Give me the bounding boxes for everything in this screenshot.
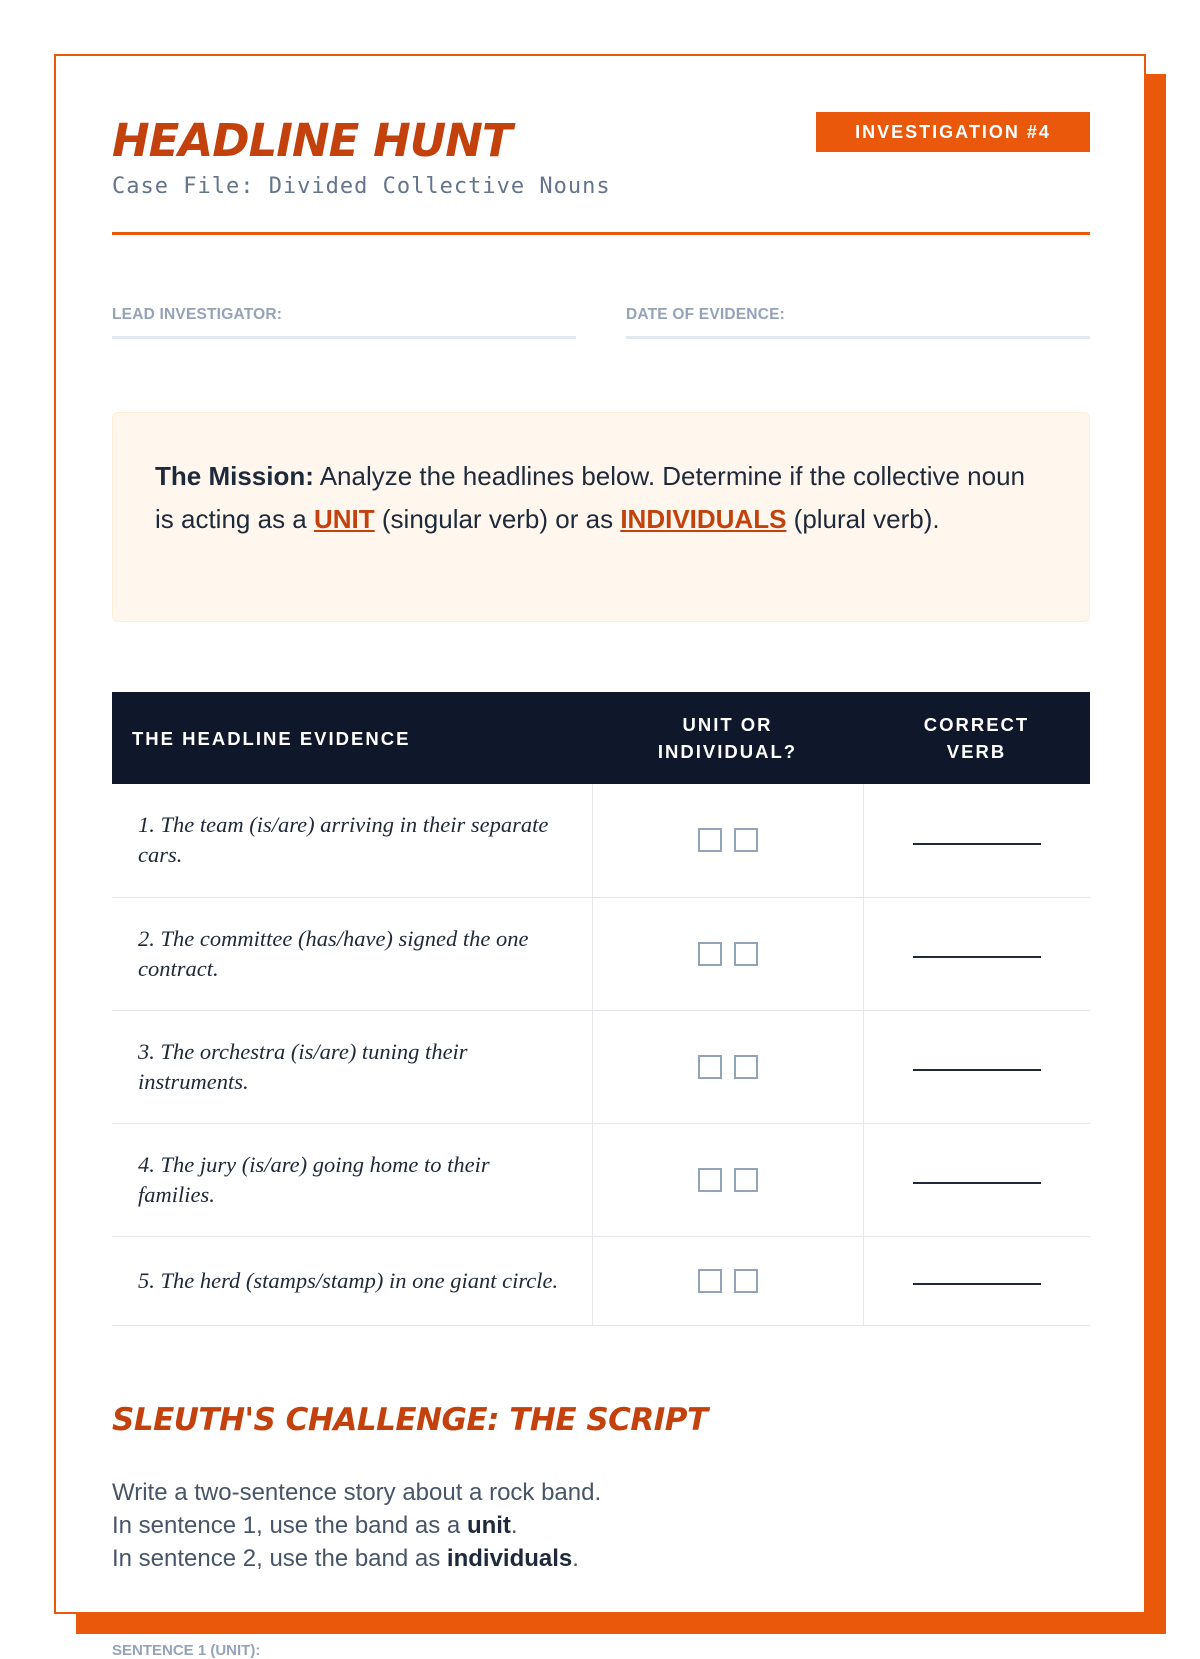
challenge-line-3 bbox=[112, 1542, 601, 1575]
date-of-evidence-label: DATE OF EVIDENCE: bbox=[626, 306, 785, 323]
correct-verb-cell bbox=[863, 897, 1090, 1010]
correct-verb-blank[interactable] bbox=[913, 1283, 1041, 1285]
table-row bbox=[112, 1236, 1090, 1325]
date-of-evidence-field[interactable] bbox=[626, 306, 1090, 339]
lead-investigator-line[interactable] bbox=[112, 336, 576, 339]
unit-individual-cell bbox=[592, 1010, 863, 1123]
table-header-row bbox=[112, 692, 1090, 784]
unit-individual-cell bbox=[592, 897, 863, 1010]
sentence-1-label: SENTENCE 1 (UNIT): bbox=[112, 1642, 261, 1659]
unit-checkbox[interactable] bbox=[698, 828, 722, 852]
investigation-badge: INVESTIGATION #4 bbox=[816, 112, 1090, 152]
unit-individual-cell bbox=[592, 784, 863, 897]
challenge-title: SLEUTH'S CHALLENGE: THE SCRIPT bbox=[112, 1402, 708, 1438]
lead-investigator-label: LEAD INVESTIGATOR: bbox=[112, 306, 283, 323]
header-correct-verb-line-1: CORRECT bbox=[923, 714, 1030, 735]
header-correct-verb-line-2: VERB bbox=[946, 741, 1007, 762]
individual-checkbox[interactable] bbox=[734, 942, 758, 966]
case-file-subtitle: Case File: Divided Collective Nouns bbox=[112, 174, 611, 199]
header-evidence: THE HEADLINE EVIDENCE bbox=[112, 692, 592, 784]
worksheet-page bbox=[54, 54, 1146, 1659]
mission-box bbox=[112, 412, 1090, 622]
correct-verb-cell bbox=[863, 1123, 1090, 1236]
correct-verb-cell bbox=[863, 1010, 1090, 1123]
correct-verb-cell bbox=[863, 784, 1090, 897]
unit-checkbox[interactable] bbox=[698, 1168, 722, 1192]
challenge-line-1: Write a two-sentence story about a rock band. bbox=[112, 1479, 602, 1506]
mission-unit-highlight: UNIT bbox=[313, 504, 375, 534]
headline-text: 1. The team (is/are) arriving in their separate cars. bbox=[112, 784, 592, 897]
challenge-line-3-bold: individuals bbox=[446, 1545, 573, 1572]
correct-verb-blank[interactable] bbox=[913, 1182, 1041, 1184]
challenge-line-2 bbox=[112, 1509, 601, 1542]
header-divider bbox=[112, 232, 1090, 235]
unit-checkbox[interactable] bbox=[698, 942, 722, 966]
header-unit-or-individual bbox=[592, 692, 863, 784]
mission-text-3: (plural verb). bbox=[786, 504, 940, 534]
unit-checkbox[interactable] bbox=[698, 1055, 722, 1079]
challenge-line-2-end: . bbox=[510, 1512, 518, 1539]
correct-verb-blank[interactable] bbox=[913, 843, 1041, 845]
unit-individual-cell bbox=[592, 1236, 863, 1325]
challenge-line-2-text: In sentence 1, use the band as a bbox=[112, 1512, 467, 1539]
mission-text-1: Analyze the headlines below. Determine if the collective noun is acting as a bbox=[155, 461, 1026, 534]
individual-checkbox[interactable] bbox=[734, 1168, 758, 1192]
date-of-evidence-line[interactable] bbox=[626, 336, 1090, 339]
table-row bbox=[112, 1123, 1090, 1236]
individual-checkbox[interactable] bbox=[734, 828, 758, 852]
mission-individuals-highlight: INDIVIDUALS bbox=[620, 504, 787, 534]
challenge-instructions bbox=[112, 1476, 601, 1575]
mission-text-2: (singular verb) or as bbox=[374, 504, 621, 534]
individual-checkbox[interactable] bbox=[734, 1269, 758, 1293]
table-row bbox=[112, 784, 1090, 897]
lead-investigator-field[interactable] bbox=[112, 306, 576, 339]
headline-text: 3. The orchestra (is/are) tuning their instruments. bbox=[112, 1010, 592, 1123]
table-row bbox=[112, 1010, 1090, 1123]
header-correct-verb bbox=[863, 692, 1090, 784]
header-unit-or-individual-line-1: UNIT OR bbox=[682, 714, 773, 735]
headline-text: 4. The jury (is/are) going home to their families. bbox=[112, 1123, 592, 1236]
mission-label: The Mission: bbox=[155, 461, 314, 491]
challenge-line-3-text: In sentence 2, use the band as bbox=[112, 1545, 447, 1572]
correct-verb-blank[interactable] bbox=[913, 1069, 1041, 1071]
challenge-line-3-end: . bbox=[572, 1545, 579, 1572]
unit-individual-cell bbox=[592, 1123, 863, 1236]
table-row bbox=[112, 897, 1090, 1010]
evidence-table bbox=[112, 692, 1090, 1326]
unit-checkbox[interactable] bbox=[698, 1269, 722, 1293]
headline-text: 5. The herd (stamps/stamp) in one giant circle. bbox=[112, 1236, 592, 1325]
correct-verb-blank[interactable] bbox=[913, 956, 1041, 958]
headline-text: 2. The committee (has/have) signed the one contract. bbox=[112, 897, 592, 1010]
header-unit-or-individual-line-2: INDIVIDUAL? bbox=[657, 741, 798, 762]
individual-checkbox[interactable] bbox=[734, 1055, 758, 1079]
challenge-line-2-bold: unit bbox=[466, 1512, 511, 1539]
correct-verb-cell bbox=[863, 1236, 1090, 1325]
page-title: HEADLINE HUNT bbox=[112, 114, 512, 167]
